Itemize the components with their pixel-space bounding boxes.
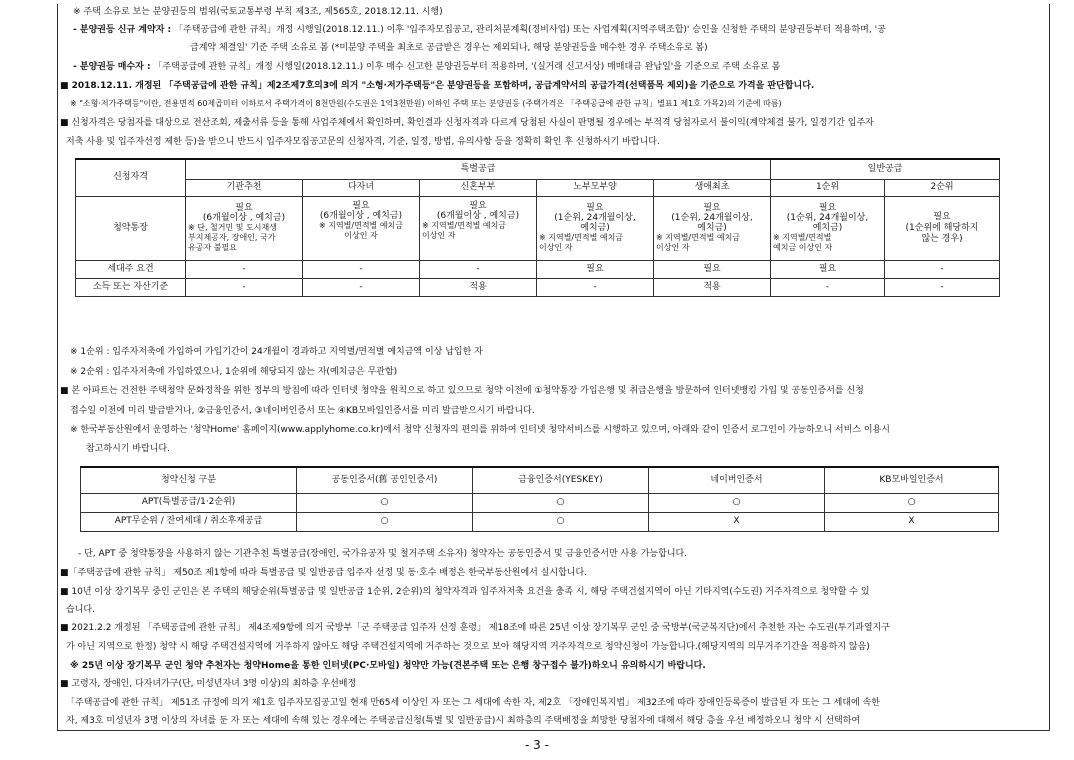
col-header: 다자녀	[303, 179, 420, 196]
certificate-table	[80, 466, 999, 532]
note-line: ※ 한국부동산원에서 운영하는 '청약Home' 홈페이지(www.applyhome.co.kr)에서 청약 신청자의 편의를 위하여 인터넷 청약서비스를 시행하고 있으며, 아래와 같이 인증서 로그인이 가능하오니 서비스 이용시	[70, 425, 890, 435]
note-line: 자, 제3호 미성년자 3명 이상의 자녀를 둔 자 또는 세대에 속해 있는 경우에는 주택공급신청(특별 및 일반공급)시 최하층의 주택배정을 희망한 당첨자에 대해서 해당 층을 우선 배정하오니 청약 시 선택하여	[66, 716, 861, 726]
table-cell: 필요 (1순위, 24개월이상, 예치금) ※ 지역별/면적별 예치금 이상인 자	[537, 196, 654, 260]
table-cell: 필요	[654, 260, 771, 278]
note-line: 참고하시기 바랍니다.	[86, 444, 170, 454]
col-header: 특별공급	[186, 159, 771, 179]
table-cell: -	[885, 260, 1000, 278]
col-header: 2순위	[885, 179, 1000, 196]
row-label: 청약통장	[76, 196, 186, 260]
row-label: APT무순위 / 잔여세대 / 취소후재공급	[81, 512, 297, 531]
qualification-table	[75, 158, 1000, 297]
table-cell: ○	[473, 512, 649, 531]
table-cell: -	[303, 260, 420, 278]
table-cell: X	[825, 512, 999, 531]
note-line: ※ 25년 이상 장기복무 군인 청약 추천자는 청약Home을 통한 인터넷(PC·모바일) 청약만 가능(견본주택 또는 은행 창구접수 불가)하오니 유의하시기 바랍니다.	[70, 661, 706, 671]
table-cell: ○	[825, 493, 999, 512]
table-cell: -	[885, 278, 1000, 296]
table-cell: 필요 (1순위에 해당하지 않는 경우)	[885, 196, 1000, 260]
col-header: 생애최초	[654, 179, 771, 196]
table-cell: 필요 (6개월이상 , 예치금) ※ 지역별/면적별 예치금 이상인 자	[303, 196, 420, 260]
col-header: 일반공급	[771, 159, 1000, 179]
table-cell: -	[186, 260, 303, 278]
table-cell: X	[649, 512, 825, 531]
row-label: 소득 또는 자산기준	[76, 278, 186, 296]
table-cell: 필요 (1순위, 24개월이상, 예치금) ※ 지역별/면적별 예치금 이상인 자	[771, 196, 885, 260]
table-cell: 필요 (6개월이상 , 예치금) ※ 단, 철거민 및 도시재생 부지제공자, 장애인, 국가 유공자 불필요	[186, 196, 303, 260]
note-line: ■「주택공급에 관한 규칙」 제50조 제1항에 따라 특별공급 및 일반공급 입주자 선정 및 동·호수 배정은 한국부동산원에서 실시합니다.	[60, 568, 588, 578]
table-cell: ○	[297, 512, 473, 531]
col-header: 노부모부양	[537, 179, 654, 196]
note-line: - 분양권등 매수자 : 「주택공급에 관한 규칙」개정 시행일(2018.12.11.) 이후 매수 신고한 분양권등부터 적용하며, '(실거래 신고서상) 매매대금 완납일'을 기준으로 주택 소유로 봄	[73, 62, 781, 72]
table-cell: 필요	[771, 260, 885, 278]
col-header: 기관추천	[186, 179, 303, 196]
note-line: 습니다.	[66, 605, 95, 615]
col-header: 금융인증서(YESKEY)	[473, 467, 649, 493]
note-line: ■ 2021.2.2 개정된 「주택공급에 관한 규칙」 제4조제9항에 의거 국방부「군 주택공급 입주자 선정 훈령」 제18조에 따른 25년 이상 장기복무 군인 중 국방부(국군복지단)에서 추천한 자는 수도권(투기과열지구	[60, 623, 890, 633]
row-label: APT(특별공급/1·2순위)	[81, 493, 297, 512]
col-header: 신청자격	[76, 159, 186, 196]
table-cell: 필요 (6개월이상 , 예치금) ※ 지역별/면적별 예치금 이상인 자	[420, 196, 537, 260]
note-line: ※ 2순위 : 입주자저축에 가입하였으나, 1순위에 해당되지 않는 자(예치금은 무관함)	[70, 367, 398, 377]
row-label: 세대주 요건	[76, 260, 186, 278]
col-header: 공동인증서(舊 공인인증서)	[297, 467, 473, 493]
note-line: ※ "소형·저가주택등"이란, 전용면적 60제곱미터 이하로서 주택가격이 8천만원(수도권은 1억3천만원) 이하인 주택 또는 분양권등 (주택가격은 「주택공급에 관한 규칙」별표1 제1호 가목2)의 기준에 따름)	[70, 99, 782, 108]
col-header: KB모바일인증서	[825, 467, 999, 493]
note-line: - 단, APT 중 청약통장을 사용하지 않는 기관추천 특별공급(장애인, 국가유공자 및 철거주택 소유자) 청약자는 공동인증서 및 금융인증서만 사용 가능합니다.	[78, 549, 688, 559]
note-line: 저축 사용 및 입주자선정 제한 등)을 받으니 반드시 입주자모집공고문의 신청자격, 기준, 일정, 방법, 유의사항 등을 정확히 확인 후 신청하시기 바랍니다.	[66, 137, 660, 147]
note-line: ■ 2018.12.11. 개정된 「주택공급에 관한 규칙」제2조제7호의3에 의거 "소형·저가주택등"은 분양권등을 포함하며, 공급계약서의 공급가격(선택품목 제외)을 기준으로 가격을 판단합니다.	[60, 81, 815, 91]
col-header: 1순위	[771, 179, 885, 196]
page-number: - 3 -	[525, 738, 549, 752]
col-header: 신혼부부	[420, 179, 537, 196]
table-cell: 적용	[654, 278, 771, 296]
table-cell: 적용	[420, 278, 537, 296]
table-cell: -	[420, 260, 537, 278]
note-line: 「주택공급에 관한 규칙」 제51조 규정에 의거 제1호 입주자모집공고일 현재 만65세 이상인 자 또는 그 세대에 속한 자, 제2호 「장애인복지법」 제32조에 따라 장애인등록증이 발급된 자 또는 그 세대에 속한	[66, 698, 880, 708]
table-cell: 필요	[537, 260, 654, 278]
table-cell: 필요 (1순위, 24개월이상, 예치금) ※ 지역별/면적별 예치금 이상인 자	[654, 196, 771, 260]
table-cell: ○	[649, 493, 825, 512]
note-line: ■ 고령자, 장애인, 다자녀가구(단, 미성년자녀 3명 이상)의 최하층 우선배정	[60, 679, 357, 689]
note-line: - 분양권등 신규 계약자 : 「주택공급에 관한 규칙」개정 시행일(2018.12.11.) 이후 '입주자모집공고, 관리처분계획(정비사업) 또는 사업계획(지역주택조합)' 승인을 신청한 주택의 분양권등부터 적용하며, '공	[73, 25, 886, 35]
table-cell: -	[771, 278, 885, 296]
col-header: 청약신청 구분	[81, 467, 297, 493]
col-header: 네이버인증서	[649, 467, 825, 493]
table-cell: -	[186, 278, 303, 296]
note-line: ※ 주택 소유로 보는 분양권등의 범위(국토교통부령 부칙 제3조, 제565호, 2018.12.11. 시행)	[73, 7, 443, 17]
note-line: ■ 10년 이상 장기복무 중인 군인은 본 주택의 해당순위(특별공급 및 일반공급 1순위, 2순위)의 청약자격과 입주자저축 요건을 충족 시, 해당 주택건설지역이 아닌 기타지역(수도권) 거주자격으로 청약할 수 있	[60, 587, 870, 597]
table-cell: ○	[297, 493, 473, 512]
note-line: ※ 1순위 : 입주자저축에 가입하여 가입기간이 24개월이 경과하고 지역별/면적별 예치금액 이상 납입한 자	[70, 347, 483, 357]
note-line: ■ 신청자격은 당첨자를 대상으로 전산조회, 제출서류 등을 통해 사업주체에서 확인하며, 확인결과 신청자격과 다르게 당첨된 사실이 판명될 경우에는 부적격 당첨자로서 불이익(계약체결 불가, 일정기간 입주자	[60, 118, 874, 128]
note-line: ■ 본 아파트는 건전한 주택청약 문화정착을 위한 정부의 방침에 따라 인터넷 청약을 원칙으로 하고 있으므로 청약 이전에 ①청약통장 가입은행 및 취급은행을 방문하여 인터넷뱅킹 가입 및 공동인증서를 신청	[60, 386, 864, 396]
table-cell: -	[303, 278, 420, 296]
table-cell: -	[537, 278, 654, 296]
note-line: 접수일 이전에 미리 발급받거나, ②금융인증서, ③네이버인증서 또는 ④KB모바일인증서를 미리 발급받으시기 바랍니다.	[70, 406, 535, 416]
note-line: 급계약 체결일' 기준 주택 소유로 봄 (*미분양 주택을 최초로 공급받은 경우는 제외되나, 해당 분양권등을 매수한 경우 주택소유로 봄)	[190, 43, 708, 53]
note-line: 가 아닌 지역으로 한정) 청약 시 해당 주택건설지역에 거주하지 않아도 해당 주택건설지역에 거주하는 것으로 보아 해당지역 거주자격으로 청약신청이 가능합니다.(해당지역의 의무거주기간을 적용하지 않음)	[66, 642, 870, 652]
table-cell: ○	[473, 493, 649, 512]
